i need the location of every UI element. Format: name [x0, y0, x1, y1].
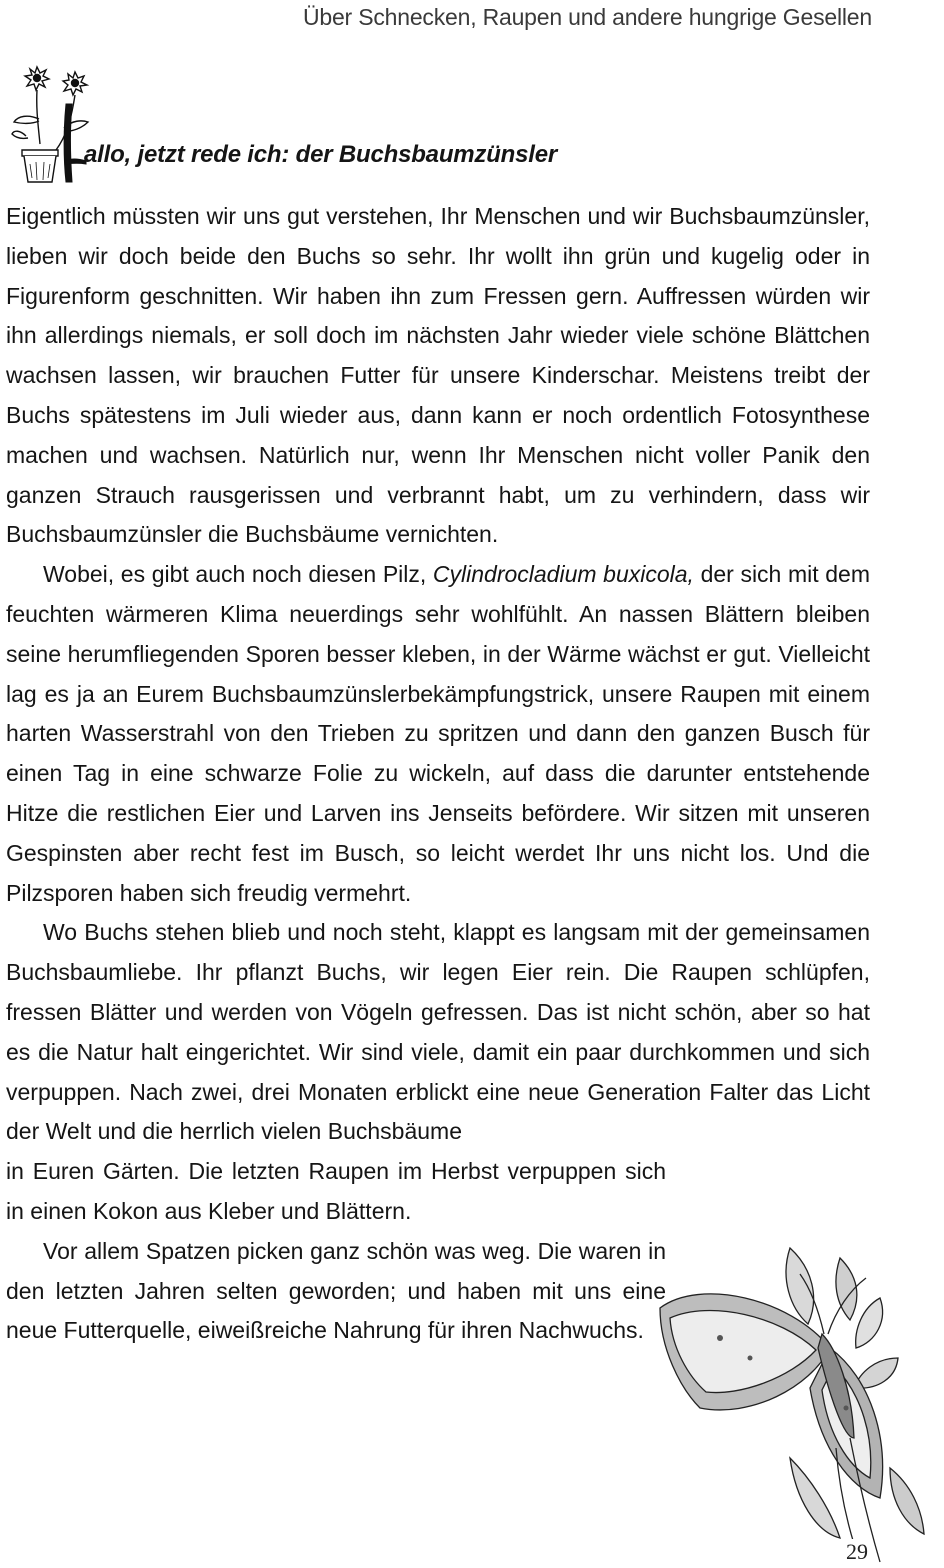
species-name: Cylindrocladium buxicola,	[432, 561, 694, 588]
body-text	[6, 197, 870, 1351]
potted-flowers-initial-icon	[6, 64, 112, 188]
paragraph-2	[6, 555, 870, 913]
paragraph-1: Eigentlich müssten wir uns gut verstehen, Ihr Menschen und wir Buchsbaumzünsler, lieben wir doch beide den Buchs so sehr. Ihr wollt ihn grün und kugelig oder in Figurenform geschnitten. Wir haben ihn zum Fressen gern. Auffressen würden wir ihn allerdings niemals, er soll doch im nächsten Jahr wieder viele schöne Blättchen wachsen lassen, wir brauchen Futter für unsere Kinderschar. Meistens treibt der Buchs spätestens im Juli wieder aus, dann kann er noch ordentlich Fotosynthese machen und wachsen. Natürlich nur, wenn Ihr Menschen nicht voller Panik den ganzen Strauch rausgerissen und verbrannt habt, um zu verhindern, dass wir Buchsbaumzünsler die Buchsbäume vernichten.	[6, 203, 870, 548]
paragraph-2-rest: der sich mit dem feuchten wärmeren Klima neuerdings sehr wohlfühlt. An nassen Blättern bleiben seine herumfliegenden Sporen besser kleben, in der Wärme wächst er gut. Vielleicht lag es ja an Eurem Buchsbaumzünslerbekämpfungstrick, unsere Raupen mit einem harten Wasserstrahl von den Trieben zu spritzen und dann den ganzen Busch für einen Tag in eine schwarze Folie zu wickeln, auf dass die darunter entstehende Hitze die restlichen Eier und Larven ins Jenseits befördere. Wir sitzen mit unseren Gespinsten aber recht fest im Busch, so leicht werdet Ihr uns nicht los. Und die Pilzsporen haben sich freudig vermehrt.	[6, 561, 871, 906]
page-number: 29	[846, 1539, 868, 1564]
paragraph-3-continued: in Euren Gärten. Die letzten Raupen im Herbst verpuppen sich in einen Kokon aus Kleber und Blättern.	[6, 1158, 666, 1224]
running-head: Über Schnecken, Raupen und andere hungrige Gesellen	[302, 4, 872, 30]
moth-illustration-icon	[640, 1238, 944, 1564]
chapter-title-text: allo, jetzt rede ich: der Buchsbaumzünsler	[84, 141, 558, 168]
chapter-title	[84, 141, 557, 169]
paragraph-3: Wo Buchs stehen blieb und noch steht, klappt es langsam mit der gemeinsamen Buchsbaumliebe. Ihr pflanzt Buchs, wir legen Eier rein. Die Raupen schlüpfen, fressen Blätter und werden von Vögeln gefressen. Das ist nicht schön, aber so hat es die Natur halt eingerichtet. Wir sind viele, damit ein paar durchkommen und sich verpuppen. Nach zwei, drei Monaten erblickt eine neue Generation Falter das Licht der Welt und die herrlich vielen Buchsbäume	[6, 919, 870, 1145]
paragraph-2-lead: Wobei, es gibt auch noch diesen Pilz,	[43, 561, 433, 588]
paragraph-4: Vor allem Spatzen picken ganz schön was weg. Die waren in den letzten Jahren selten geworden; und haben mit uns eine neue Futterquelle, eiweißreiche Nahrung für ihren Nachwuchs.	[6, 1237, 666, 1344]
